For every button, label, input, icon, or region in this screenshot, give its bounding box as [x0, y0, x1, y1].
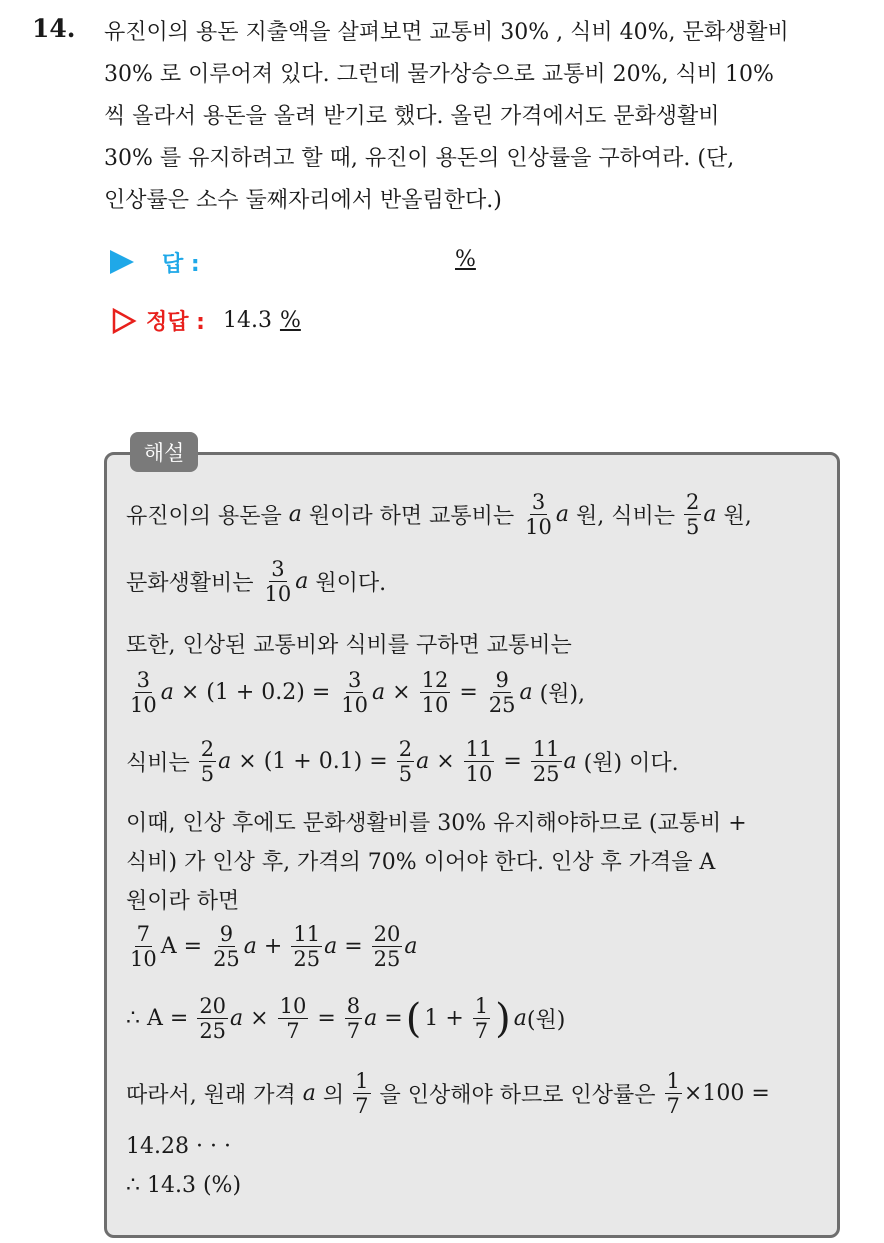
denominator: 10: [264, 582, 292, 606]
fraction: [197, 994, 228, 1043]
numerator: 9: [495, 668, 509, 692]
right-paren: ): [495, 995, 511, 1042]
solution-line: [126, 737, 679, 786]
numerator: 1: [355, 1069, 369, 1093]
denominator: 10: [465, 762, 493, 786]
denominator: 5: [686, 515, 700, 539]
math-text: 14.28 · · ·: [126, 1134, 231, 1159]
solution-line: [126, 1173, 241, 1198]
correct-answer-label: 정답 :: [146, 310, 205, 335]
numerator: 11: [465, 737, 493, 761]
denominator: 25: [199, 1019, 227, 1043]
solution-text: 의: [322, 1083, 345, 1108]
denominator: 5: [200, 762, 215, 786]
denominator: 7: [666, 1094, 680, 1118]
denominator: 25: [293, 947, 321, 971]
solution-tab: 해설: [130, 432, 198, 472]
math-text: =: [317, 1006, 336, 1031]
solution-text: 식비는: [126, 751, 190, 776]
solution-text: 원,: [723, 504, 752, 529]
numerator: 2: [686, 490, 700, 514]
numerator: 3: [271, 557, 285, 581]
fraction: [420, 668, 451, 717]
math-text: × (1 + 0.1) =: [238, 749, 388, 774]
variable-a: a: [295, 569, 309, 594]
question-line: 30% 를 유지하려고 할 때, 유진이 용돈의 인상률을 구하여라. (단,: [104, 146, 735, 171]
fraction: [345, 994, 362, 1043]
solution-line: [126, 884, 239, 915]
fraction: [263, 557, 294, 606]
denominator: 25: [488, 693, 516, 717]
math-text: =: [344, 934, 363, 959]
math-text: (원): [526, 1008, 566, 1033]
answer-row: [110, 245, 200, 279]
numerator: 20: [199, 994, 227, 1018]
denominator: 10: [341, 693, 369, 717]
play-outline-icon: [110, 307, 138, 335]
math-text: =: [503, 749, 522, 774]
math-text: ∴ 14.3 (%): [126, 1173, 242, 1198]
solution-text: 유진이의 용돈을: [126, 504, 282, 529]
solution-text: 원이라 하면: [126, 889, 240, 914]
variable-a: a: [288, 502, 302, 527]
fraction: [128, 922, 159, 971]
fraction: [684, 490, 701, 539]
solution-text: 원이다.: [315, 571, 387, 596]
variable-a: a: [230, 1006, 244, 1031]
numerator: 1: [666, 1069, 680, 1093]
solution-line: [126, 490, 752, 539]
denominator: 25: [373, 947, 401, 971]
answer-label: 답 :: [162, 251, 200, 277]
math-text: (원) 이다.: [583, 751, 679, 776]
solution-text: 따라서, 원래 가격: [126, 1083, 296, 1108]
denominator: 10: [525, 515, 552, 539]
numerator: 8: [346, 994, 361, 1018]
variable-a: a: [302, 1081, 316, 1106]
fraction: [278, 994, 309, 1043]
variable-a: a: [519, 680, 533, 705]
solution-text: 또한, 인상된 교통비와 식비를 구하면 교통비는: [126, 633, 572, 658]
solution-line: [126, 1134, 231, 1159]
numerator: 3: [136, 668, 151, 692]
variable-a: a: [555, 502, 570, 527]
fraction: [531, 737, 562, 786]
fraction: [128, 668, 159, 717]
math-text: (원),: [539, 682, 586, 707]
variable-a: a: [364, 1006, 378, 1031]
fraction: [665, 1069, 682, 1118]
solution-line: [126, 628, 572, 659]
math-text: ×: [392, 680, 411, 705]
numerator: 2: [398, 737, 413, 761]
denominator: 10: [421, 693, 449, 717]
numerator: 11: [532, 737, 560, 761]
denominator: 7: [286, 1019, 300, 1043]
fraction: [339, 668, 370, 717]
solution-line: [126, 845, 715, 876]
math-text: ×: [436, 749, 455, 774]
numerator: 1: [474, 994, 489, 1018]
denominator: 7: [346, 1019, 361, 1043]
numerator: 20: [373, 922, 401, 946]
solution-text: 이때, 인상 후에도 문화생활비를 30% 유지해야하므로 (교통비 +: [126, 811, 747, 836]
denominator: 10: [130, 947, 157, 971]
variable-a: a: [513, 1006, 527, 1031]
solution-text: 문화생활비는: [126, 571, 254, 596]
fraction: [464, 737, 495, 786]
denominator: 7: [474, 1019, 489, 1043]
variable-a: a: [703, 502, 717, 527]
math-text: 1 +: [424, 1006, 464, 1031]
numerator: 11: [293, 922, 321, 946]
question-line: 인상률은 소수 둘째자리에서 반올림한다.): [104, 188, 502, 213]
correct-answer-value: 14.3: [222, 308, 272, 333]
math-text: ×: [250, 1006, 269, 1031]
math-text: ×100 =: [683, 1081, 770, 1106]
solution-line: [126, 668, 585, 717]
left-paren: (: [405, 995, 422, 1042]
fraction: [372, 922, 403, 971]
answer-unit: %: [455, 247, 476, 272]
solution-line: [126, 557, 386, 606]
variable-a: a: [160, 680, 174, 705]
variable-a: a: [218, 749, 232, 774]
numerator: 3: [531, 490, 546, 514]
solution-line: [126, 1069, 770, 1118]
numerator: 3: [347, 668, 362, 692]
question-line: 씩 올라서 용돈을 올려 받기로 했다. 올린 가격에서도 문화생활비: [104, 104, 720, 129]
math-text: ∴ A =: [126, 1006, 189, 1031]
numerator: 2: [200, 737, 215, 761]
variable-a: a: [324, 934, 338, 959]
numerator: 9: [219, 922, 234, 946]
denominator: 10: [130, 693, 157, 717]
denominator: 25: [213, 947, 240, 971]
math-text: =: [459, 680, 478, 705]
solution-line: [126, 994, 565, 1043]
fraction: [353, 1069, 370, 1118]
numerator: 7: [136, 922, 151, 946]
question-line: 30% 로 이루어져 있다. 그런데 물가상승으로 교통비 20%, 식비 10%: [104, 62, 774, 87]
fraction: [199, 737, 216, 786]
math-text: =: [384, 1006, 403, 1031]
question-text: [104, 12, 862, 222]
play-icon: [110, 250, 134, 274]
fraction: [291, 922, 322, 971]
variable-a: a: [416, 749, 430, 774]
solution-text: 원, 식비는: [576, 504, 676, 529]
correct-answer-row: [110, 305, 301, 336]
denominator: 25: [532, 762, 560, 786]
math-text: × (1 + 0.2) =: [180, 680, 331, 705]
solution-text: 을 인상해야 하므로 인상률은: [379, 1083, 656, 1108]
variable-a: a: [372, 680, 386, 705]
variable-a: a: [563, 749, 577, 774]
math-text: +: [263, 934, 283, 959]
math-text: A =: [160, 934, 203, 959]
fraction: [473, 994, 490, 1043]
solution-text: 식비) 가 인상 후, 가격의 70% 이어야 한다. 인상 후 가격을 A: [126, 850, 716, 875]
solution-line: [126, 922, 418, 971]
solution-text: 원이라 하면 교통비는: [308, 504, 515, 529]
denominator: 5: [398, 762, 413, 786]
denominator: 7: [355, 1094, 369, 1118]
question-line: 유진이의 용돈 지출액을 살펴보면 교통비 30% , 식비 40%, 문화생활비: [104, 20, 789, 45]
question-number: 14.: [32, 14, 76, 43]
fraction: [487, 668, 518, 717]
fraction: [523, 490, 554, 539]
numerator: 10: [279, 994, 307, 1018]
fraction: [211, 922, 242, 971]
solution-line: [126, 806, 747, 837]
correct-answer-unit: %: [279, 308, 301, 333]
variable-a: a: [404, 934, 418, 959]
numerator: 12: [421, 668, 449, 692]
fraction: [397, 737, 414, 786]
variable-a: a: [243, 934, 257, 959]
